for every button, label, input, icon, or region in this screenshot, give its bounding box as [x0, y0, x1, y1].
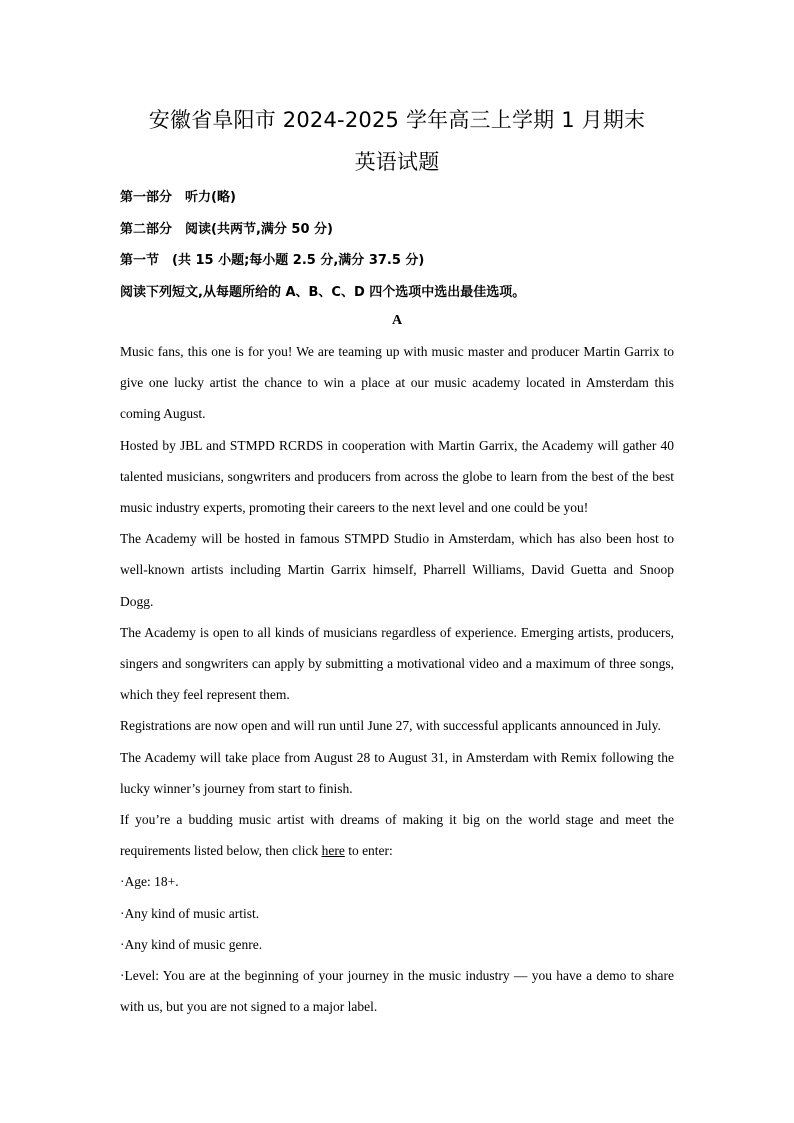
passage-paragraph: The Academy is open to all kinds of musicians regardless of experience. Emerging artists, producers, singers and songwriters can apply by submitting a motivational video and a maximum of three songs, which they feel represent them.: [120, 624, 674, 703]
here-link[interactable]: here: [321, 843, 345, 859]
passage-paragraph: Registrations are now open and will run until June 27, with successful applicants announced in July.: [120, 718, 661, 734]
passage-paragraph-with-link: [120, 804, 674, 866]
instruction-text: 阅读下列短文,从每题所给的 A、B、C、D 四个选项中选出最佳选项。: [120, 285, 526, 300]
part-one-heading: 第一部分 听力(略): [120, 190, 236, 205]
passage-paragraph: The Academy will take place from August 28 to August 31, in Amsterdam with Remix following the lucky winner’s journey from start to finish.: [120, 749, 674, 796]
page-title: 安徽省阜阳市 2024-2025 学年高三上学期 1 月期末: [148, 108, 646, 132]
paragraph-text: to enter:: [344, 843, 393, 859]
passage-paragraph: The Academy will be hosted in famous STMPD Studio in Amsterdam, which has also been host to well-known artists including Martin Garrix himself, Pharrell Williams, David Guetta and Snoop Dogg.: [120, 531, 674, 609]
page-subtitle: 英语试题: [354, 150, 440, 174]
requirement-item: ·Age: 18+.: [120, 874, 179, 890]
requirement-item: ·Any kind of music artist.: [120, 905, 260, 921]
passage-body: [120, 336, 674, 1022]
passage-paragraph: Music fans, this one is for you! We are teaming up with music master and producer Martin Garrix to give one lucky artist the chance to win a place at our music academy located in Amsterdam this coming August.: [120, 344, 674, 422]
part-two-heading: 第二部分 阅读(共两节,满分 50 分): [120, 222, 333, 237]
requirement-item: ·Any kind of music genre.: [120, 936, 263, 952]
passage-label: A: [391, 313, 403, 328]
section-one-heading: 第一节 (共 15 小题;每小题 2.5 分,满分 37.5 分): [120, 253, 425, 268]
passage-paragraph: Hosted by JBL and STMPD RCRDS in cooperation with Martin Garrix, the Academy will gather 40 talented musicians, songwriters and producers from across the globe to learn from the best of the best music industry experts, promoting their careers to the next level and one could be you!: [120, 437, 674, 516]
paragraph-text: If you’re a budding music artist with dreams of making it big on the world stage and meet the requirements listed below, then click: [120, 812, 674, 859]
requirement-item: ·Level: You are at the beginning of your journey in the music industry — you have a demo to share with us, but you are not signed to a major label.: [120, 968, 674, 1015]
